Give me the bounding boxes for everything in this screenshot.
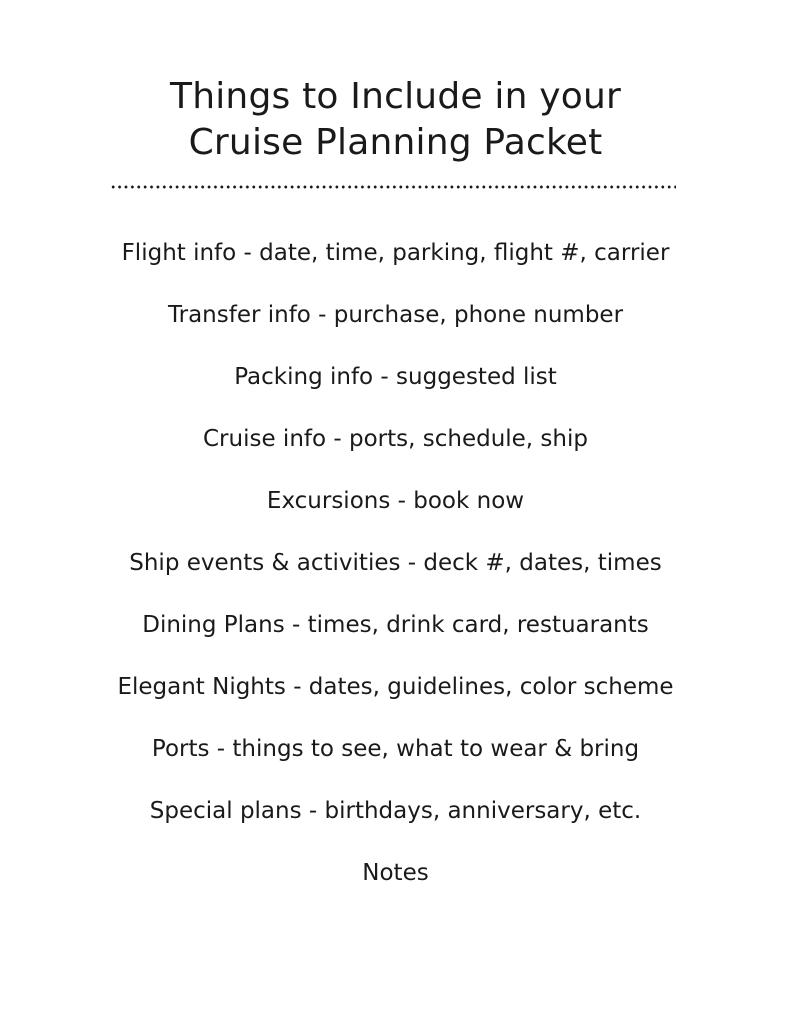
list-item-special-plans: Special plans - birthdays, anniversary, etc. [149,798,642,824]
checklist [0,234,791,916]
list-item-excursions: Excursions - book now [266,488,525,514]
title-line-2: Cruise Planning Packet [188,122,603,163]
list-item-packing-info: Packing info - suggested list [234,364,557,390]
dotted-divider [110,184,676,190]
list-item-cruise-info: Cruise info - ports, schedule, ship [203,426,588,452]
list-item-elegant-nights: Elegant Nights - dates, guidelines, color scheme [117,674,674,700]
page-title [0,74,791,166]
list-item-ports: Ports - things to see, what to wear & bring [151,736,640,762]
list-item-flight-info: Flight info - date, time, parking, flight #, carrier [121,240,670,266]
title-line-1: Things to Include in your [170,76,621,117]
list-item-notes: Notes [362,860,429,886]
list-item-transfer-info: Transfer info - purchase, phone number [167,302,624,328]
list-item-dining-plans: Dining Plans - times, drink card, restuarants [142,612,649,638]
list-item-ship-events: Ship events & activities - deck #, dates, times [129,550,662,576]
